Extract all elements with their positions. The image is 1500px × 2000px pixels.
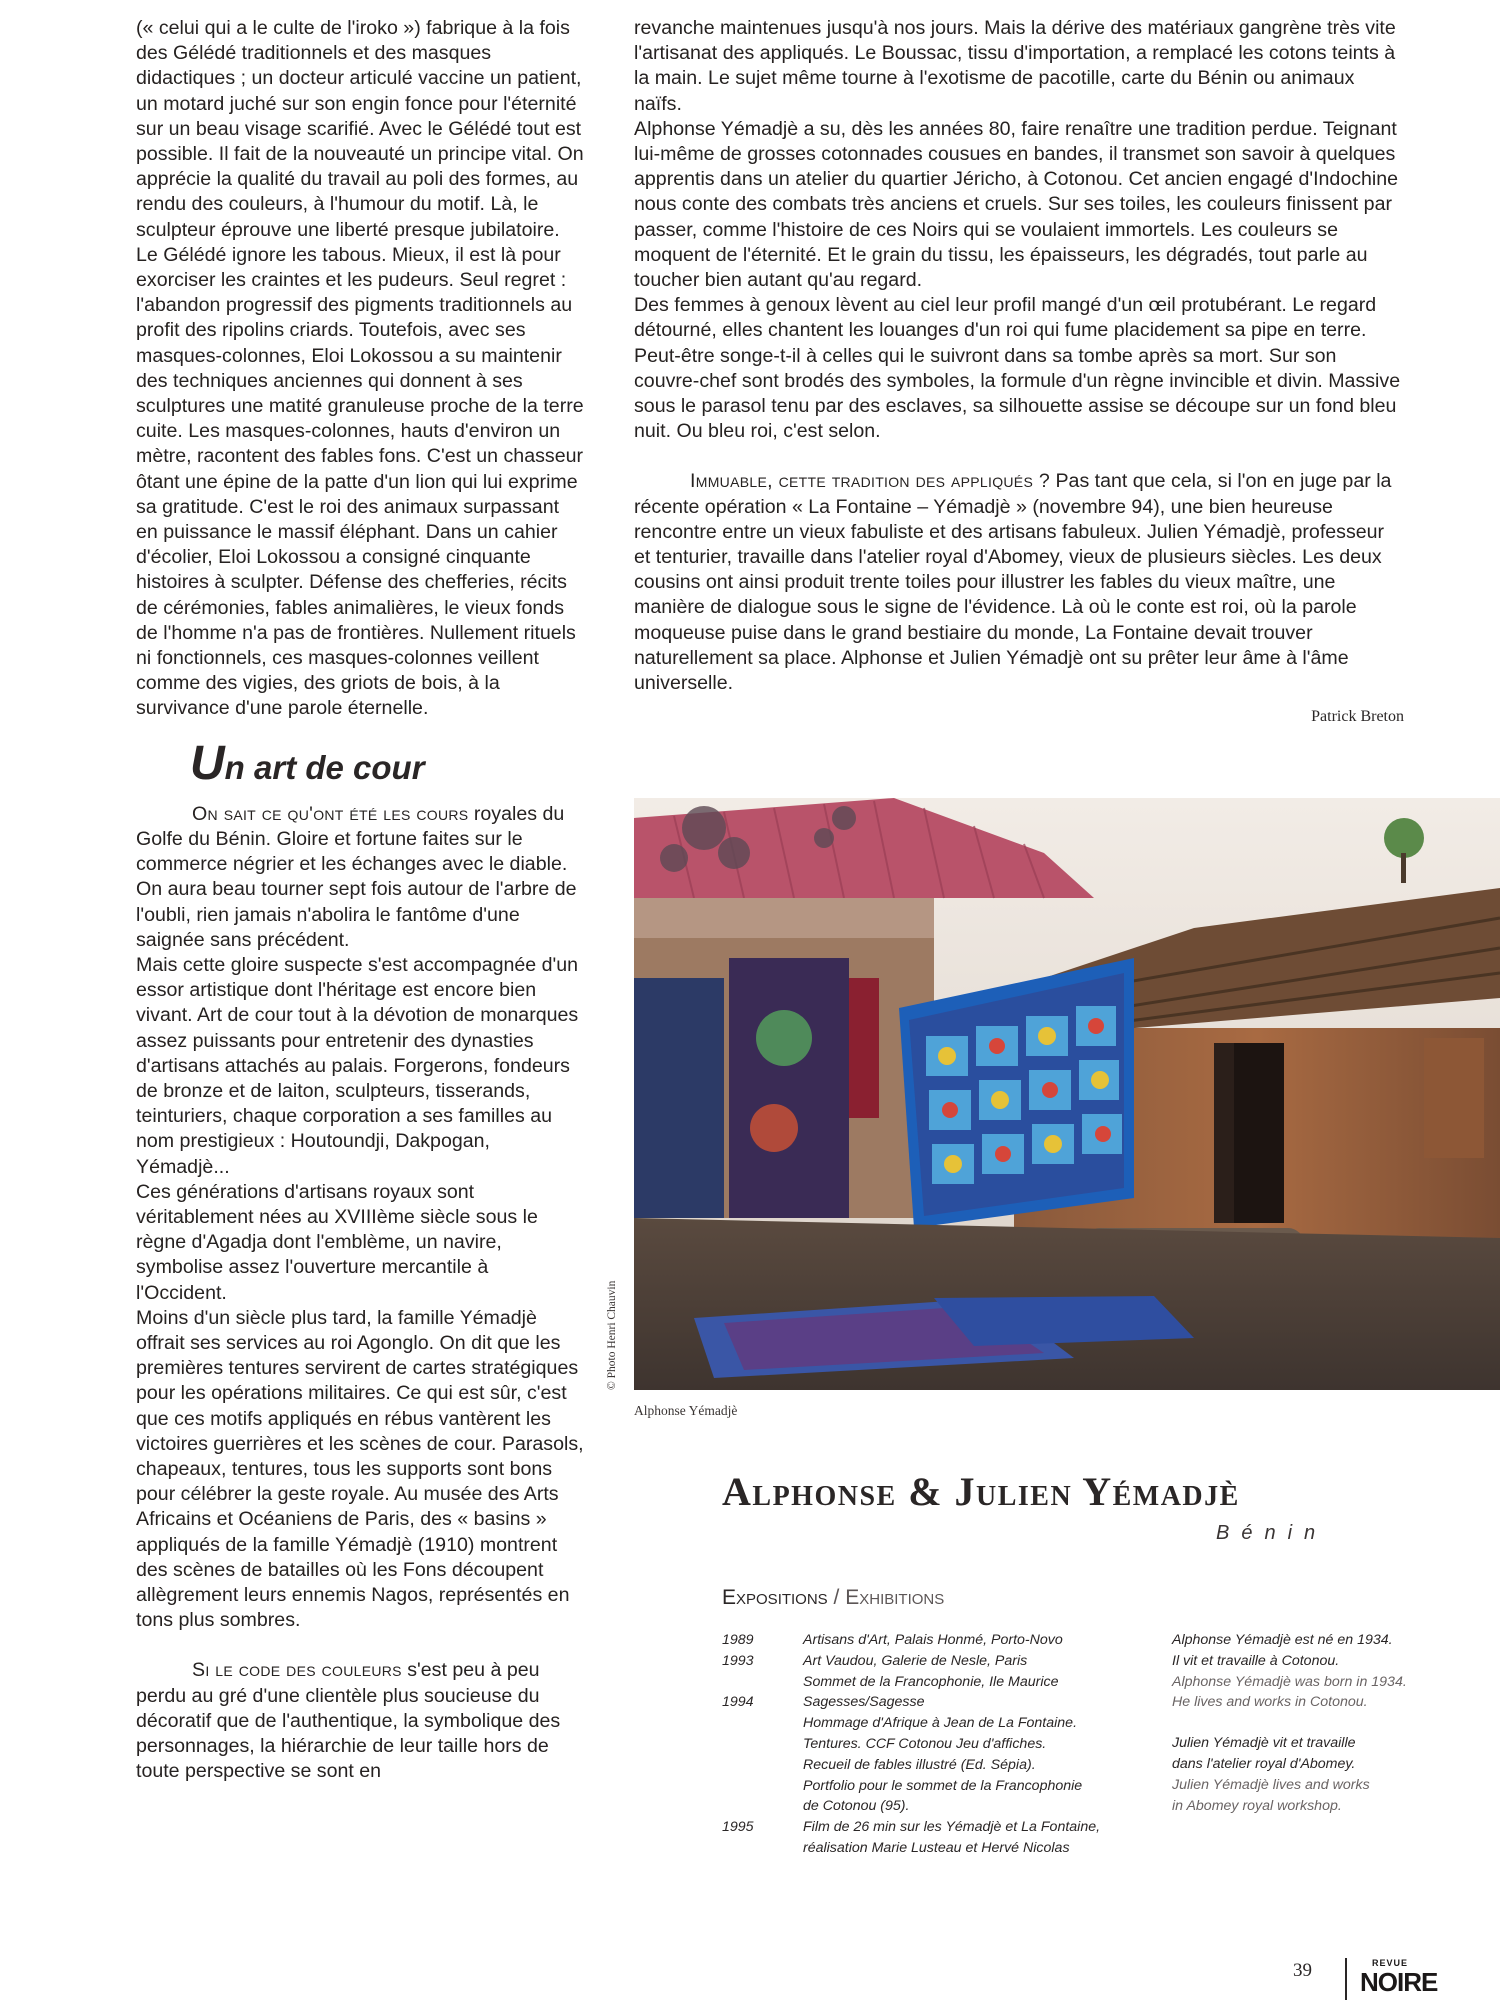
paragraph-gap [136, 1633, 584, 1658]
right-paragraph-4-lead: Immuable, cette tradition des appliqués ? [690, 470, 1051, 493]
bio-julien-en-2: in Abomey royal workshop. [1172, 1797, 1342, 1814]
expo-line: Recueil de fables illustré (Ed. Sépia). [803, 1756, 1036, 1773]
section-paragraph-2: Mais cette gloire suspecte s'est accompagnée d'un essor artistique dont l'héritage est encore bien vivant. Art de cour tout à la dévotion de monarques assez puissants pour entretenir des dynasties d'artisans attachés au palais. Forgerons, fondeurs de bronze et de laiton, sculpteurs, tisserands, teinturiers, chaque corporation a ses familles au nom prestigieux : Houtoundji, Dakpogan, Yémadjè... [136, 953, 579, 1178]
expo-line: Sommet de la Francophonie, Ile Maurice [803, 1673, 1059, 1690]
right-paragraph-1: revanche maintenues jusqu'à nos jours. Mais la dérive des matériaux gangrène très vite l'artisanat des appliqués. Le Boussac, tissu d'importation, a remplacé les cotons teints à la main. Le sujet même tourne à l'exotisme de pacotille, carte du Bénin ou animaux naïfs. [634, 17, 1396, 115]
expositions-heading-fr: Expositions [722, 1586, 828, 1609]
right-paragraph-4 [634, 469, 1404, 696]
left-paragraph-1: (« celui qui a le culte de l'iroko ») fabrique à la fois des Gélédé traditionnels et des masques didactiques ; un docteur articulé vaccine un patient, un motard juché sur son engin fonce pour l'éternité sur un beau visage scarifié. Avec le Gélédé tout est possible. Il fait de la nouveauté un principe vital. On apprécie la qualité du travail au poli des formes, au rendu des couleurs, à l'humour du motif. Là, le sculpteur éprouve une liberté presque jubilatoire. Le Gélédé ignore les tabous. Mieux, il est là pour exorciser les craintes et les pudeurs. Seul regret : l'abandon progressif des pigments traditionnels au profit des ripolins criards. Toutefois, avec ses masques-colonnes, Eloi Lokossou a su maintenir des techniques anciennes qui donnent à ses sculptures une matité granuleuse proche de la terre cuite. Les masques-colonnes, hauts d'environ un mètre, racontent des fables fons. C'est un chasseur ôtant une épine de la patte d'un lion qui lui exprime sa gratitude. C'est le roi des animaux surpassant en puissance le massif éléphant. Dans un cahier d'écolier, Eloi Lokossou a consigné cinquante histoires à sculpter. Défense des chefferies, récits de cérémonies, fables animalières, le vieux fonds de l'homme n'a pas de frontières. Nullement rituels ni fonctionnels, ces masques-colonnes veillent comme des vigies, des griots de bois, à la survivance d'une parole éternelle. [136, 17, 584, 720]
bio-alphonse-fr-1: Alphonse Yémadjè est né en 1934. [1172, 1632, 1393, 1648]
author-signature: Patrick Breton [1311, 708, 1404, 725]
expo-line: Art Vaudou, Galerie de Nesle, Paris [803, 1652, 1028, 1669]
artist-bio [1172, 1630, 1462, 1816]
footer-divider [1345, 1958, 1347, 2000]
expo-line: réalisation Marie Lusteau et Hervé Nicolas [803, 1839, 1070, 1856]
expo-line: Artisans d'Art, Palais Honmé, Porto-Novo [803, 1632, 1063, 1648]
expositions-list [722, 1630, 1152, 1859]
expo-row [722, 1817, 1152, 1859]
expositions-heading [722, 1586, 944, 1610]
right-paragraph-2: Alphonse Yémadjè a su, dès les années 80, faire renaître une tradition perdue. Teignant lui-même de grosses cotonnades cousues en bandes, il transmet son savoir à quelques apprentis dans un atelier du quartier Jéricho, à Cotonou. Cet ancien engagé d'Indochine nous conte des combats très anciens et cruels. Sur ses toiles, les couleurs finissent par passer, comme l'histoire de ces Noirs qui se voulaient immortels. Les couleurs se moquent de l'éternité. Et le grain du tissu, les épaisseurs, les dégradés, tout parle au toucher bien autant qu'au regard. [634, 117, 1399, 292]
paragraph-gap [634, 444, 1404, 469]
photo-illustration [634, 798, 1500, 1390]
photo-alphonse-yemadje [634, 798, 1500, 1390]
section-heading [190, 736, 584, 790]
section-heading-initial: U [190, 736, 225, 790]
bio-julien-en-1: Julien Yémadjè lives and works [1172, 1776, 1370, 1793]
section-paragraph-5 [136, 1658, 584, 1784]
bio-alphonse-fr-2: Il vit et travaille à Cotonou. [1172, 1652, 1340, 1669]
page-number: 39 [1293, 1960, 1312, 1981]
expo-line: de Cotonou (95). [803, 1798, 910, 1815]
logo-line-2: NOIRE [1360, 1967, 1438, 1997]
artist-name-title: Alphonse & Julien Yémadjè [722, 1469, 1240, 1514]
expo-line: Tentures. CCF Cotonou Jeu d'affiches. [803, 1735, 1047, 1752]
section-paragraph-5-lead: Si le code des couleurs [192, 1659, 402, 1682]
section-paragraph-1-lead: On sait ce qu'ont été les cours [192, 802, 469, 825]
section-paragraph-5-text: s'est peu à peu perdu au gré d'une clientèle plus soucieuse du décoratif que de l'authentique, la symbolique des personnages, la hiérarchie de leur taille hors de toute perspective se sont en [136, 1659, 561, 1783]
expo-year: 1989 [722, 1632, 754, 1648]
section-paragraph-1 [136, 802, 584, 953]
bio-alphonse-en-1: Alphonse Yémadjè was born in 1934. [1172, 1673, 1407, 1690]
photo-caption: Alphonse Yémadjè [634, 1403, 738, 1418]
section-paragraph-3: Ces générations d'artisans royaux sont véritablement nées au XVIIIème siècle sous le règne d'Agadja dont l'emblème, un navire, symbolise assez l'ouverture mercantile à l'Occident. [136, 1180, 538, 1304]
logo-line-1: REVUE [1371, 1958, 1408, 1968]
section-paragraph-4: Moins d'un siècle plus tard, la famille Yémadjè offrait ses services au roi Agonglo. On dit que les premières tentures servirent de cartes stratégiques pour les opérations militaires. Ce qui est sûr, c'est que ces motifs appliqués en rébus vantèrent les victoires guerrières et les scènes de cour. Parasols, chapeaux, tentures, tous les supports sont bons pour célébrer la geste royale. Au musée des Arts Africains et Océaniens de Paris, des « basins » appliqués de la famille Yémadjè (1910) montrent des scènes de batailles où les Fons découpent allègrement leurs ennemis Nagos, représentés en tons plus sombres. [136, 1306, 584, 1632]
expo-line: Sagesses/Sagesse [803, 1694, 925, 1711]
expositions-heading-separator: / [827, 1586, 846, 1609]
expo-row [722, 1651, 1152, 1693]
expo-row [722, 1692, 1152, 1817]
expo-year: 1995 [722, 1819, 754, 1836]
expo-line: Portfolio pour le sommet de la Francophonie [803, 1777, 1083, 1794]
section-paragraph-1-text: royales du Golfe du Bénin. Gloire et fortune faites sur le commerce négrier et les échanges avec le diable. On aura beau tourner sept fois autour de l'arbre de l'oubli, rien jamais n'abolira le fantôme d'une saignée sans précédent. [136, 802, 577, 951]
expo-year: 1994 [722, 1694, 754, 1711]
artist-country: Bénin [1216, 1522, 1328, 1544]
right-paragraph-3: Des femmes à genoux lèvent au ciel leur profil mangé d'un œil protubérant. Le regard détourné, elles chantent les louanges d'un roi qui fume placidement sa pipe en terre. Peut-être songe-t-il à celles qui le suivront dans sa tombe après sa mort. Sur son couvre-chef sont brodés des symboles, la formule d'un règne invincible et divin. Massive sous le parasol tenu par des esclaves, sa silhouette assise se découpe sur un fond bleu nuit. Ou bleu roi, c'est selon. [634, 294, 1401, 443]
expo-row [722, 1630, 1152, 1651]
bio-julien-fr-1: Julien Yémadjè vit et travaille [1172, 1735, 1356, 1752]
expo-line: Hommage d'Afrique à Jean de La Fontaine. [803, 1715, 1078, 1732]
bio-julien-fr-2: dans l'atelier royal d'Abomey. [1172, 1755, 1356, 1772]
right-paragraph-4-text: Pas tant que cela, si l'on en juge par la récente opération « La Fontaine – Yémadjè » (novembre 94), une bien heureuse rencontre entre un vieux fabuliste et des artisans fabuleux. Julien Yémadjè, professeur et tenturier, travaille dans l'atelier royal d'Abomey, vieux de plusieurs siècles. Les deux cousins ont ainsi produit trente toiles pour illustrer les fables du vieux maître, une manière de dialogue sous le signe de l'évidence. Là où le conte est roi, où la parole moqueuse puise dans le grand bestiaire du monde, La Fontaine devait trouver naturellement sa place. Alphonse et Julien Yémadjè ont su prêter leur âme à l'âme universelle. [634, 470, 1392, 695]
expo-line: Film de 26 min sur les Yémadjè et La Fontaine, [803, 1819, 1101, 1836]
photo-credit: © Photo Henri Chauvin [606, 1280, 618, 1390]
section-heading-rest: n art de cour [224, 748, 425, 786]
revue-noire-logo [1360, 1958, 1438, 2000]
expositions-heading-en: Exhibitions [845, 1586, 945, 1609]
bio-alphonse-en-2: He lives and works in Cotonou. [1172, 1694, 1368, 1711]
right-column [634, 16, 1404, 696]
left-column [136, 16, 584, 1784]
expo-year: 1993 [722, 1652, 754, 1669]
